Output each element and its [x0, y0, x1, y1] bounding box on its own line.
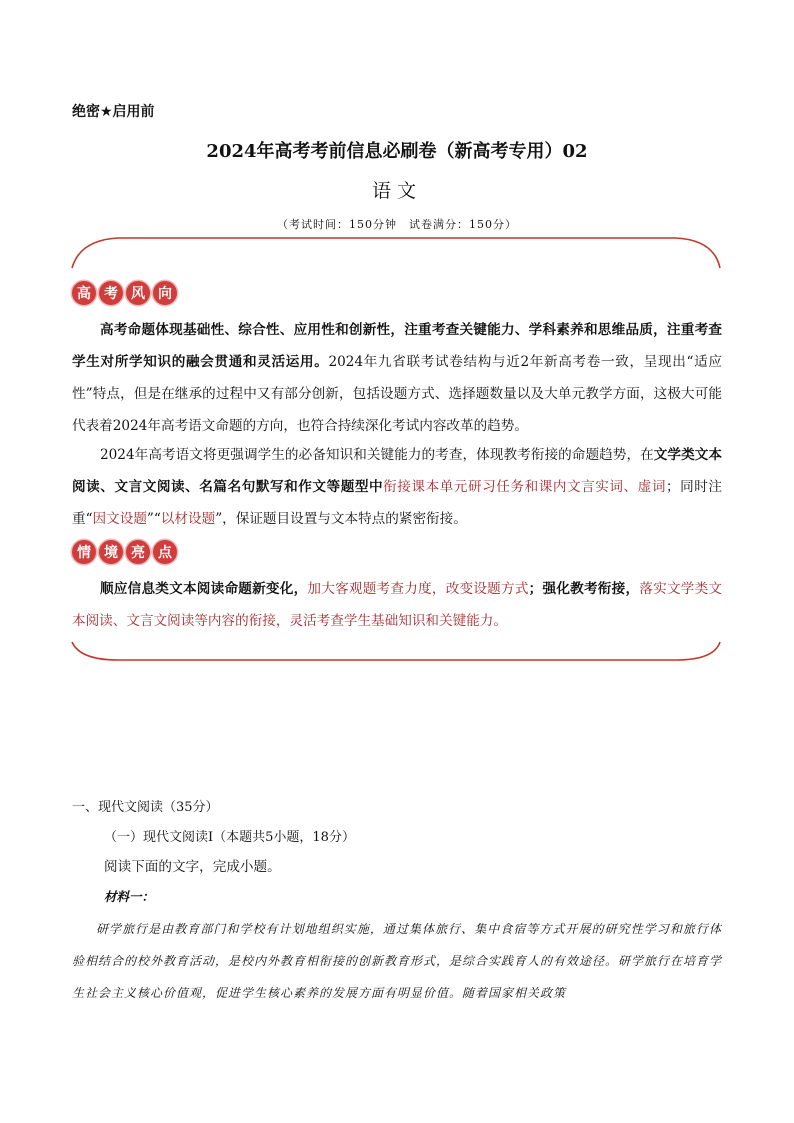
confidential-label: 绝密★启用前	[72, 104, 155, 120]
bold-text: 顺应信息类文本阅读命题新变化，	[100, 581, 308, 597]
frame-top-arc	[72, 238, 720, 268]
badge-char: 情	[72, 540, 96, 564]
trend-paragraph-2	[72, 439, 722, 535]
plain-text: ”“	[146, 511, 161, 527]
red-text: 因文设题	[92, 511, 147, 527]
plain-text: ；同时注重“	[72, 479, 723, 527]
badge-gaokao-trend	[72, 281, 177, 305]
badge-char: 点	[153, 540, 177, 564]
red-text: 加大客观题考查力度，改变设题方式	[307, 581, 529, 597]
frame-bottom-arc	[72, 642, 720, 660]
badge-context-highlights	[72, 540, 177, 564]
red-text: 衔接课本单元研习任务和课内文言实词、虚词	[383, 479, 666, 495]
badge-char: 风	[126, 281, 150, 305]
section-heading: 一、现代文阅读（35分）	[72, 800, 219, 815]
exam-time-note: （考试时间：150分钟 试卷满分：150分）	[277, 218, 517, 231]
plain-text: 2024年高考语文将更强调学生的必备知识和关键能力的考查，体现教考衔接的命题趋势，在	[100, 447, 654, 463]
material-label: 材料一：	[104, 889, 155, 904]
badge-char: 亮	[126, 540, 150, 564]
subject-title: 语文	[371, 180, 422, 202]
material-text: 研学旅行是由教育部门和学校有计划地组织实施，通过集体旅行、集中食宿等方式开展的研究性学习和旅行体验相结合的校外教育活动，是校内外教育相衔接的创新教育形式，是综合实践育人的有效途径。研学旅行在培育学生社会主义核心价值观，促进学生核心素养的发展方面有明显价值。随着国家相关政策	[72, 922, 723, 1000]
highlights-paragraph	[72, 573, 722, 637]
badge-char: 向	[153, 281, 177, 305]
bold-text: 文学类文本阅读、文言文阅读、名篇名句默写和作文等题型中	[72, 447, 723, 495]
bold-text: 高考命题体现基础性、综合性、应用性和创新性，注重考查关键能力、学科素养和思维品质，注重考查学生对所学知识的融会贯通和灵活运用。	[72, 322, 722, 370]
badge-char: 考	[99, 281, 123, 305]
badge-char: 境	[99, 540, 123, 564]
plain-text: 2024年九省联考试卷结构与近2年新高考卷一致，呈现出“适应性”特点，但是在继承的过程中又有部分创新，包括设题方式、选择题数量以及大单元教学方面，这极大可能代表着2024年高考语文命题的方向，也符合持续深化考试内容改革的趋势。	[72, 354, 722, 434]
reading-instruction: 阅读下面的文字，完成小题。	[104, 859, 281, 875]
trend-paragraph-1	[72, 314, 722, 442]
red-text: 落实文学类文本阅读、文言文阅读等内容的衔接，灵活考查学生基础知识和关键能力。	[72, 581, 723, 629]
plain-text: ”，保证题目设置与文本特点的紧密衔接。	[215, 511, 467, 527]
red-text: 以材设题	[160, 511, 216, 527]
subsection-heading: （一）现代文阅读Ⅰ（本题共5小题，18分）	[104, 830, 355, 845]
exam-title: 2024年高考考前信息必刷卷（新高考专用）02	[206, 141, 588, 162]
badge-char: 高	[72, 281, 96, 305]
bold-text: ；强化教考衔接，	[528, 581, 640, 597]
